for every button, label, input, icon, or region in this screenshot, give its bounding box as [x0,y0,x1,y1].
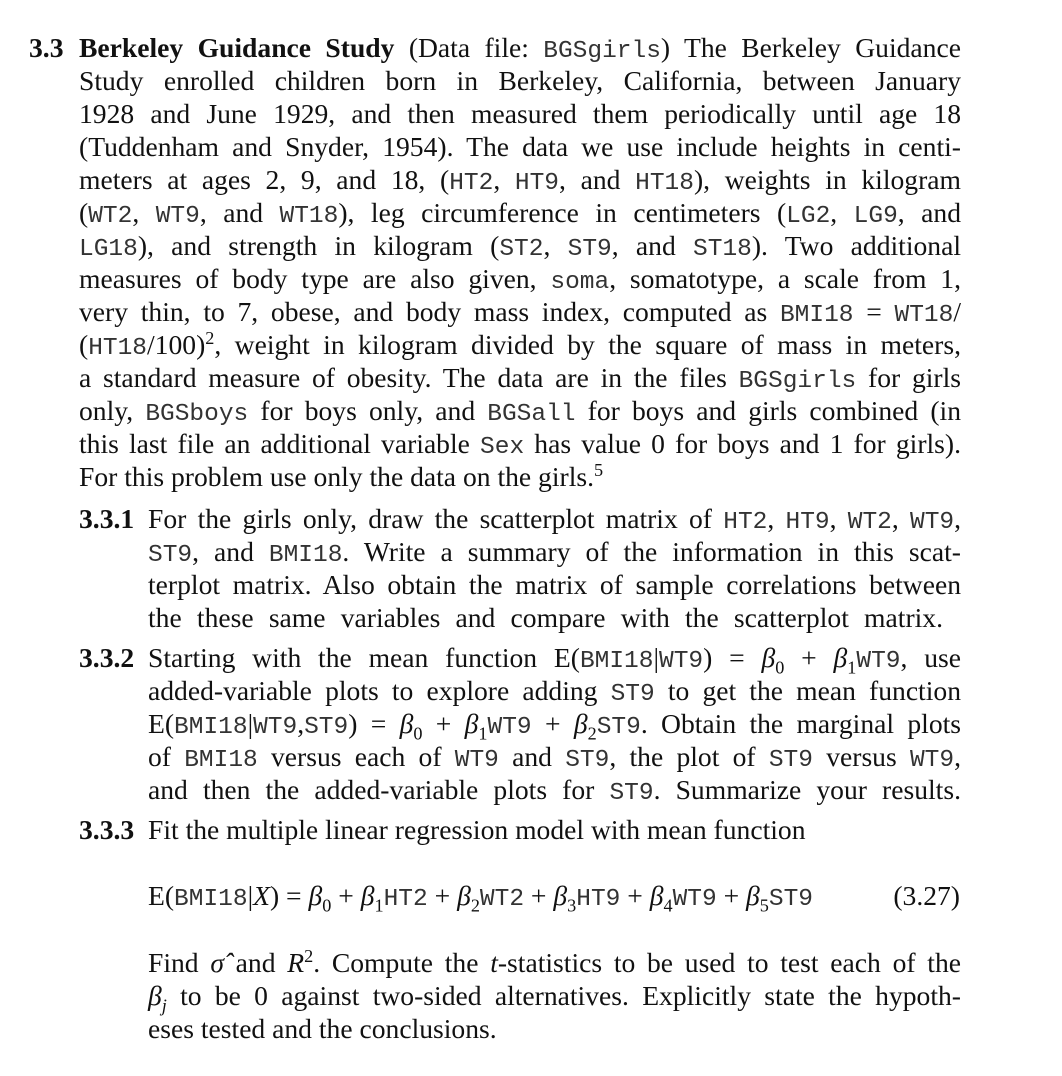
intro-line-11: a standard measure of obesity. The data are in the files BGSgirls for girls [79,362,961,395]
intro-line-12: only, BGSboys for boys only, and BGSall for boys and girls combined (in [79,395,962,428]
subproblem-number-3-3-1: 3.3.1 [79,503,135,534]
sub1-line-4: the these same variables and compare with the scatterplot matrix. [148,602,943,633]
intro-line-5: meters at ages 2, 9, and 18, (HT2, HT9, and HT18), weights in kilogram [79,164,962,197]
sub3-line-4: eses tested and the conclusions. [148,1013,497,1044]
sub1-line-1: For the girls only, draw the scatterplot matrix of HT2, HT9, WT2, WT9, [148,503,962,536]
intro-line-2: Study enrolled children born in Berkeley, California, between January [79,65,961,96]
intro-line-10: $(HT18/100)^2$, weight in kilogram divided by the square of mass in meters, [79,327,961,362]
intro-line-13: this last file an additional variable Sex has value 0 for boys and 1 for girls). [79,428,961,461]
sub2-line-1: Starting with the mean function $E(BMI18|WT9) = \beta_0 + \beta_1WT9$, use [148,642,961,678]
subproblem-number-3-3-2: 3.3.2 [79,642,135,673]
sub2-line-3: $E(BMI18|WT9,ST9) = \beta_0 + \beta_1WT9 + \beta_2ST9$. Obtain the marginal plots [148,708,962,744]
sub3-line-2: Find σ̂ and $R^2$. Compute the t-statistics to be used to test each of the [148,945,961,978]
sub1-line-2: ST9, and BMI18. Write a summary of the information in this scat- [148,536,961,569]
sub2-line-2: added-variable plots to explore adding ST9 to get the mean function [148,675,961,708]
intro-line-14: For this problem use only the data on the girls.$^5$ [79,459,604,492]
subproblem-number-3-3-3: 3.3.3 [79,814,135,845]
intro-line-3: 1928 and June 1929, and then measured them periodically until age 18 [79,98,961,129]
sub1-line-3: terplot matrix. Also obtain the matrix of sample correlations between [148,569,961,600]
problem-number: 3.3 [29,32,64,63]
data-file-name: BGSgirls [543,38,661,65]
sub2-line-4: of BMI18 versus each of WT9 and ST9, the plot of ST9 versus WT9, [148,741,961,774]
equation-number: (3.27) [893,880,960,911]
intro-line-4: (Tuddenham and Snyder, 1954). The data we use include heights in centi- [79,131,961,162]
equation-3-27: $E(BMI18|X) = \beta_0 + \beta_1HT2 + \beta_2WT2 + \beta_3HT9 + \beta_4WT9 + \beta_5ST9$ [148,880,814,916]
problem-title: Berkeley Guidance Study [79,32,395,63]
sub3-line-3: $\beta_j$ to be 0 against two-sided alternatives. Explicitly state the hypoth- [148,980,961,1016]
intro-line-8: measures of body type are also given, soma, somatotype, a scale from 1, [79,263,961,296]
intro-line-9: very thin, to 7, obese, and body mass index, computed as BMI18 = WT18/ [79,296,962,329]
intro-line-7: LG18), and strength in kilogram (ST2, ST9, and ST18). Two additional [79,230,962,263]
intro-line-1: Berkeley Guidance Study (Data file: BGSgirls) The Berkeley Guidance [79,32,961,65]
intro-line-6: (WT2, WT9, and WT18), leg circumference in centimeters (LG2, LG9, and [79,197,962,230]
sub2-line-5: and then the added-variable plots for ST9. Summarize your results. [148,774,961,807]
sub3-line-1: Fit the multiple linear regression model with mean function [148,814,806,845]
